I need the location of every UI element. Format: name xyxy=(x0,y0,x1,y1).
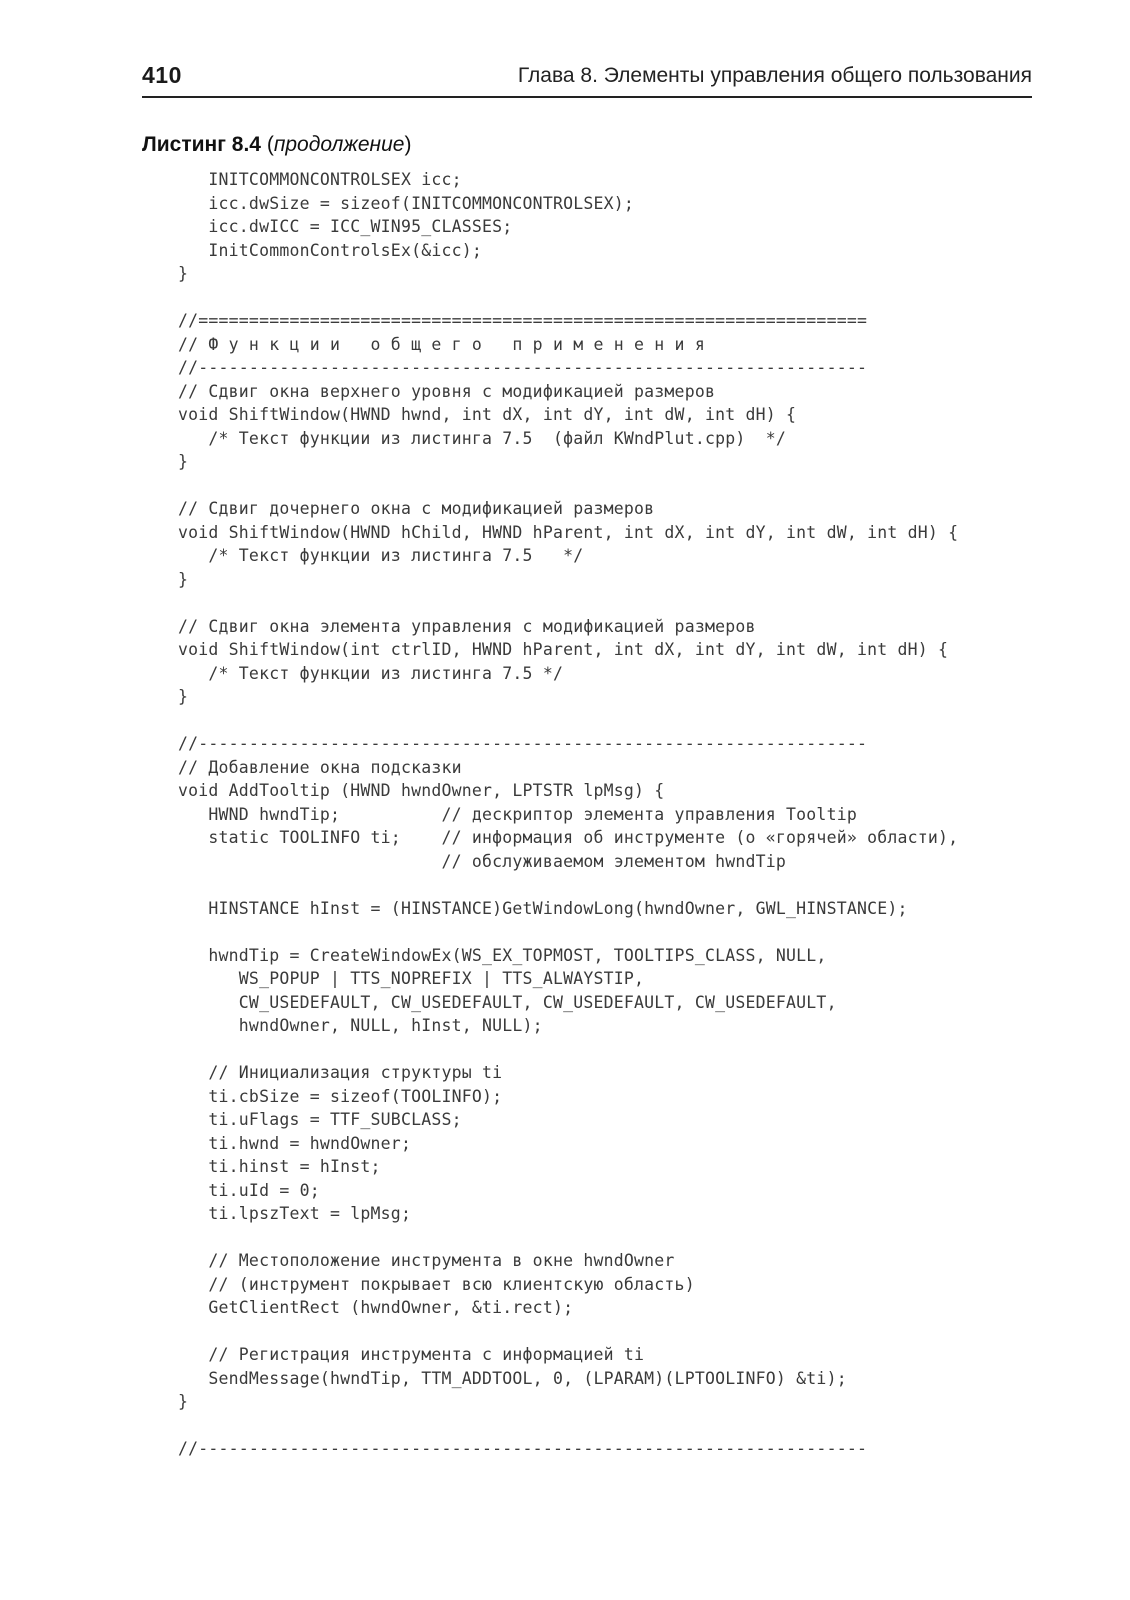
listing-caption-open: ( xyxy=(260,133,274,156)
code-line: // Сдвиг дочернего окна с модификацией размеров xyxy=(178,499,655,518)
code-line: //------------------------------------------------------------------ xyxy=(178,358,868,377)
code-line: WS_POPUP | TTS_NOPREFIX | TTS_ALWAYSTIP, xyxy=(178,969,645,988)
listing-caption-label: Листинг 8.4 xyxy=(142,133,261,156)
code-line xyxy=(178,709,958,733)
code-line: static TOOLINFO ti; // информация об инструменте (о «горячей» области), xyxy=(178,828,959,847)
code-line: void ShiftWindow(int ctrlID, HWND hParent, int dX, int dY, int dW, int dH) { xyxy=(178,640,949,659)
code-line xyxy=(178,873,958,897)
code-line xyxy=(178,1414,958,1438)
code-line: GetClientRect (hwndOwner, &ti.rect); xyxy=(178,1298,574,1317)
code-line: // Добавление окна подсказки xyxy=(178,757,462,777)
page-number: 410 xyxy=(142,62,182,88)
code-line: // (инструмент покрывает всю клиентскую область) xyxy=(178,1274,695,1294)
code-line: ti.hwnd = hwndOwner; xyxy=(178,1133,412,1153)
code-line: hwndOwner, NULL, hInst, NULL); xyxy=(178,1016,543,1035)
code-line: //------------------------------------------------------------------ xyxy=(178,734,868,753)
code-line xyxy=(178,286,958,310)
code-line xyxy=(178,920,958,944)
code-line xyxy=(178,591,958,615)
listing-caption-note: продолжение xyxy=(273,133,405,156)
code-line: SendMessage(hwndTip, TTM_ADDTOOL, 0, (LPARAM)(LPTOOLINFO) &ti); xyxy=(178,1368,847,1388)
code-line: HWND hwndTip; // дескриптор элемента управления Tooltip xyxy=(178,804,857,824)
code-line xyxy=(178,1038,958,1062)
code-line: /* Текст функции из листинга 7.5 (файл KWndPlut.cpp) */ xyxy=(178,428,787,448)
code-line: // Местоположение инструмента в окне hwndOwner xyxy=(178,1251,675,1270)
code-line: // Регистрация инструмента с информацией ti xyxy=(178,1345,645,1364)
code-line: // Ф у н к ц и и о б щ е г о п р и м е н е н и я xyxy=(178,334,705,354)
code-line: void ShiftWindow(HWND hChild, HWND hParent, int dX, int dY, int dW, int dH) { xyxy=(178,522,959,542)
code-line: CW_USEDEFAULT, CW_USEDEFAULT, CW_USEDEFAULT, CW_USEDEFAULT, xyxy=(178,992,837,1012)
code-line: icc.dwSize = sizeof(INITCOMMONCONTROLSEX); xyxy=(178,193,635,213)
code-line: hwndTip = CreateWindowEx(WS_EX_TOPMOST, TOOLTIPS_CLASS, NULL, xyxy=(178,945,827,965)
code-line: ti.uFlags = TTF_SUBCLASS; xyxy=(178,1110,462,1129)
code-line: } xyxy=(178,452,189,471)
code-line xyxy=(178,1226,958,1250)
code-line: icc.dwICC = ICC_WIN95_CLASSES; xyxy=(178,217,513,236)
code-line: ti.lpszText = lpMsg; xyxy=(178,1204,412,1223)
code-line: INITCOMMONCONTROLSEX icc; xyxy=(178,170,462,189)
code-line: // обслуживаемом элементом hwndTip xyxy=(178,851,787,871)
code-line: } xyxy=(178,1392,189,1411)
code-line: /* Текст функции из листинга 7.5 */ xyxy=(178,546,584,565)
code-line: } xyxy=(178,687,189,706)
running-title: Глава 8. Элементы управления общего пользования xyxy=(517,64,1032,87)
listing-caption xyxy=(142,133,411,157)
code-line: // Сдвиг окна верхнего уровня с модификацией размеров xyxy=(178,381,716,401)
code-line: // Инициализация структуры ti xyxy=(178,1063,503,1082)
code-line: //------------------------------------------------------------------ xyxy=(178,1439,868,1458)
code-line: /* Текст функции из листинга 7.5 */ xyxy=(178,663,564,683)
code-line: } xyxy=(178,569,189,589)
code-line: ti.hinst = hInst; xyxy=(178,1157,381,1176)
code-line: InitCommonControlsEx(&icc); xyxy=(178,240,483,260)
code-line: } xyxy=(178,264,189,283)
code-line: // Сдвиг окна элемента управления с модификацией размеров xyxy=(178,616,756,636)
code-line xyxy=(178,474,958,498)
page-header xyxy=(142,60,1032,98)
code-listing xyxy=(178,168,958,1461)
listing-caption-close: ) xyxy=(404,133,412,156)
code-line: //================================================================== xyxy=(178,311,868,330)
code-line: HINSTANCE hInst = (HINSTANCE)GetWindowLong(hwndOwner, GWL_HINSTANCE); xyxy=(178,898,908,918)
code-line xyxy=(178,1320,958,1344)
code-line: void ShiftWindow(HWND hwnd, int dX, int dY, int dW, int dH) { xyxy=(178,405,797,424)
code-line: void AddTooltip (HWND hwndOwner, LPTSTR lpMsg) { xyxy=(178,781,665,800)
code-line: ti.uId = 0; xyxy=(178,1180,320,1200)
code-line: ti.cbSize = sizeof(TOOLINFO); xyxy=(178,1086,503,1106)
